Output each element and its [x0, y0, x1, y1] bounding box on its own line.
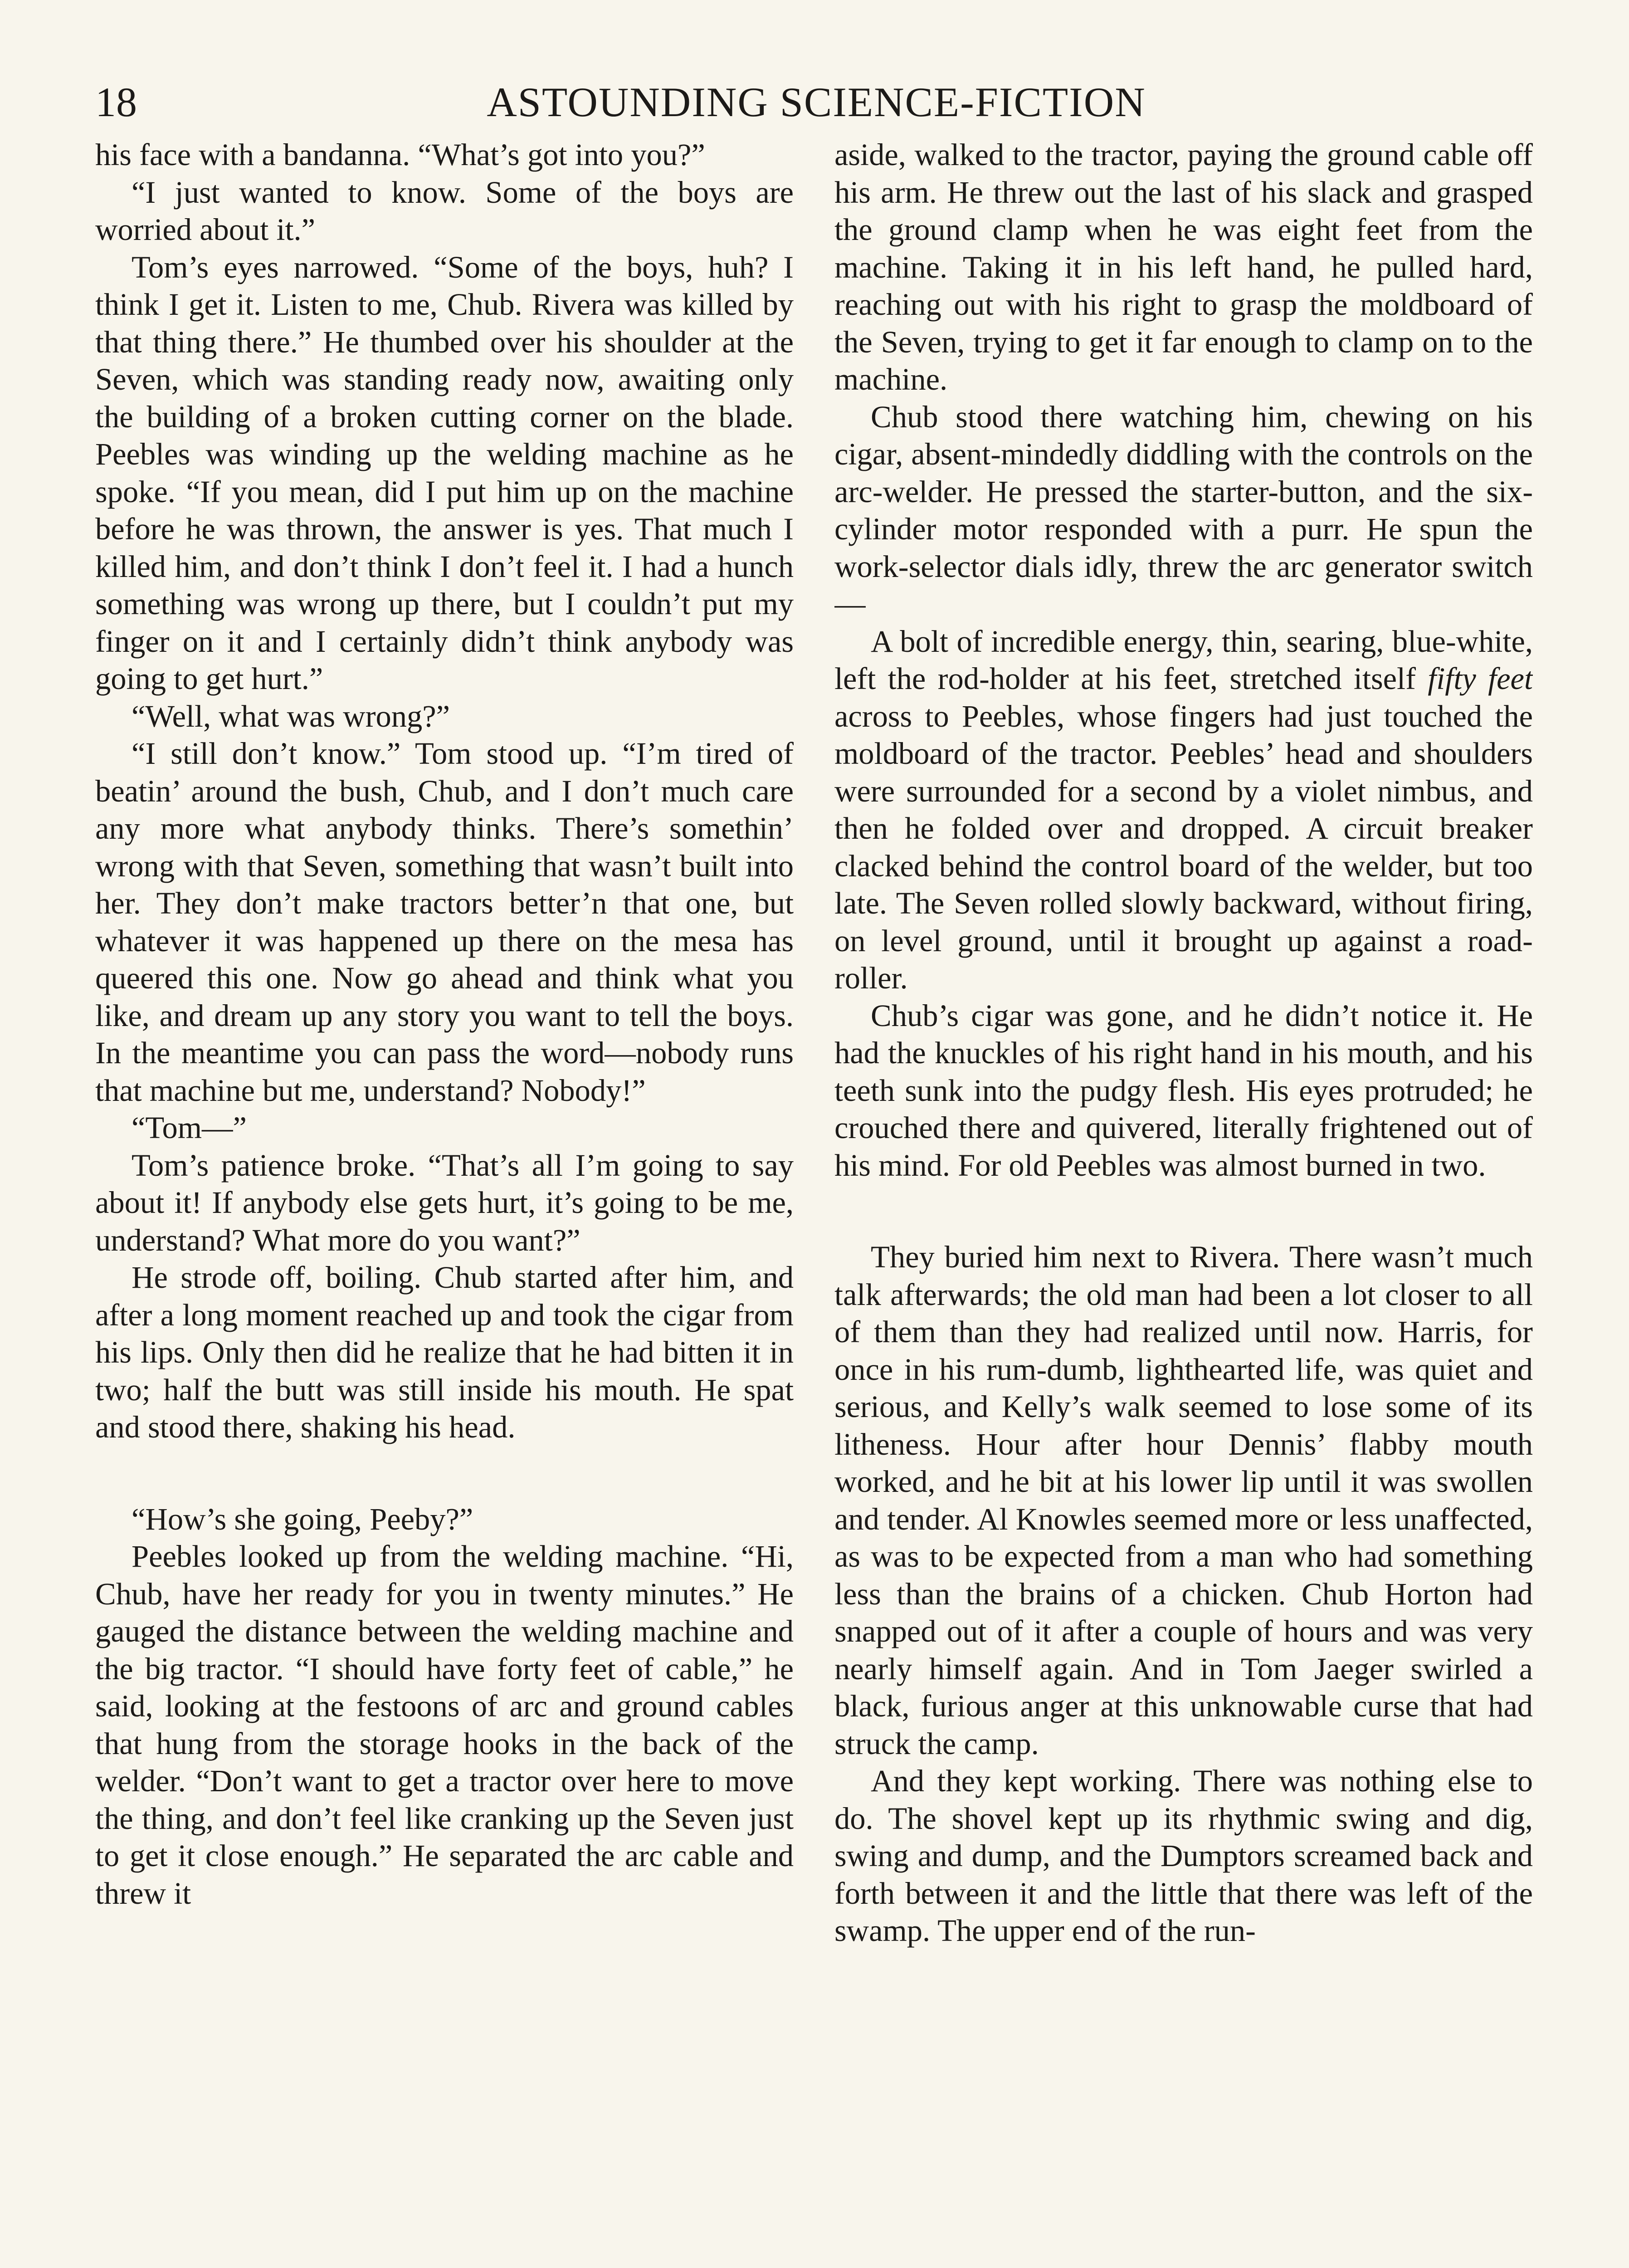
- text-run: A bolt of incredible energy, thin, searing, blue-white, left the rod-holder at his feet, stretched itself: [834, 624, 1533, 696]
- paragraph: He strode off, boiling. Chub started after him, and after a long moment reached up and took the cigar from his lips. Only then did he realize that he had bitten it in two; half the butt was still inside his mouth. He spat and stood there, shaking his head.: [95, 1260, 794, 1444]
- italic-emphasis: fifty feet: [1428, 661, 1533, 696]
- page-header: [95, 73, 1537, 132]
- paragraph: “How’s she going, Peeby?”: [132, 1501, 473, 1536]
- right-column: [834, 136, 1533, 2268]
- paragraph: aside, walked to the tractor, paying the ground cable off his arm. He threw out the last of his slack and grasped the ground clamp when he was eight feet from the machine. Taking it in his left hand, he pulled hard, reaching out with his right to grasp the moldboard of the Seven, trying to get it far enough to clamp on to the machine.: [834, 137, 1533, 396]
- paragraph: They buried him next to Rivera. There wasn’t much talk afterwards; the old man had been a lot closer to all of them than they had realized until now. Harris, for once in his rum-dumb, lighthearted life, was quiet and serious, and Kelly’s walk seemed to lose some of its litheness. Hour after hour Dennis’ flabby mouth worked, and he bit at his lower lip until it was swollen and tender. Al Knowles seemed more or less unaffected, as was to be expected from a man who had something less than the brains of a chicken. Chub Horton had snapped out of it after a couple of hours and was very nearly himself again. And in Tom Jaeger swirled a black, furious anger at this unknowable curse that had struck the camp.: [834, 1240, 1533, 1761]
- paragraph: [834, 623, 1533, 997]
- paragraph: “Well, what was wrong?”: [132, 699, 450, 733]
- paragraph: Chub stood there watching him, chewing on his cigar, absent-mindedly diddling with the controls on the arc-welder. He pressed the starter-button, and the six-cylinder motor responded with a purr. He spun the work-selector dials idly, threw the arc generator switch—: [834, 399, 1533, 621]
- paragraph: “I just wanted to know. Some of the boys are worried about it.”: [95, 175, 794, 247]
- left-column: [95, 136, 794, 2268]
- paragraph: “I still don’t know.” Tom stood up. “I’m tired of beatin’ around the bush, Chub, and I don’t much care any more what anybody thinks. There’s somethin’ wrong with that Seven, something that wasn’t built into her. They don’t make tractors better’n that one, but whatever it was happened up there on the mesa has queered this one. Now go ahead and think what you like, and dream up any story you want to tell the boys. In the meantime you can pass the word—nobody runs that machine but me, understand? Nobody!”: [95, 736, 794, 1108]
- paragraph: his face with a bandanna. “What’s got into you?”: [95, 137, 705, 172]
- paragraph: Chub’s cigar was gone, and he didn’t notice it. He had the knuckles of his right hand in his mouth, and his teeth sunk into the pudgy flesh. His eyes protruded; he crouched there and quivered, literally frightened out of his mind. For old Peebles was almost burned in two.: [834, 998, 1533, 1183]
- paragraph: “Tom—”: [132, 1110, 247, 1145]
- paragraph: Peebles looked up from the welding machine. “Hi, Chub, have her ready for you in twenty minutes.” He gauged the distance between the welding machine and the big tractor. “I should have forty feet of cable,” he said, looking at the festoons of arc and ground cables that hung from the storage hooks in the back of the welder. “Don’t want to get a tractor over here to move the thing, and don’t feel like cranking up the Seven just to get it close enough.” He separated the arc cable and threw it: [95, 1539, 794, 1911]
- page-number: 18: [95, 79, 137, 125]
- running-title: ASTOUNDING SCIENCE-FICTION: [487, 79, 1146, 125]
- text-run: across to Peebles, whose fingers had just touched the moldboard of the tractor. Peebles’ head and shoulders were surrounded for a second by a violet nimbus, and then he folded over and dropped. A circuit breaker clacked behind the control board of the welder, but too late. The Seven rolled slowly backward, without firing, on level ground, until it brought up against a road-roller.: [834, 699, 1533, 995]
- paragraph: And they kept working. There was nothing else to do. The shovel kept up its rhythmic swing and dig, swing and dump, and the Dumptors screamed back and forth between it and the little that there was left of the swamp. The upper end of the run-: [834, 1764, 1533, 1948]
- paragraph: Tom’s patience broke. “That’s all I’m going to say about it! If anybody else gets hurt, it’s going to be me, understand? What more do you want?”: [95, 1148, 794, 1257]
- paragraph: Tom’s eyes narrowed. “Some of the boys, huh? I think I get it. Listen to me, Chub. Rivera was killed by that thing there.” He thumbed over his shoulder at the Seven, which was standing ready now, awaiting only the building of a broken cutting corner on the blade. Peebles was winding up the welding machine as he spoke. “If you mean, did I put him up on the machine before he was thrown, the answer is yes. That much I killed him, and don’t think I don’t feel it. I had a hunch something was wrong up there, but I couldn’t put my finger on it and I certainly didn’t think anybody was going to get hurt.”: [95, 249, 794, 696]
